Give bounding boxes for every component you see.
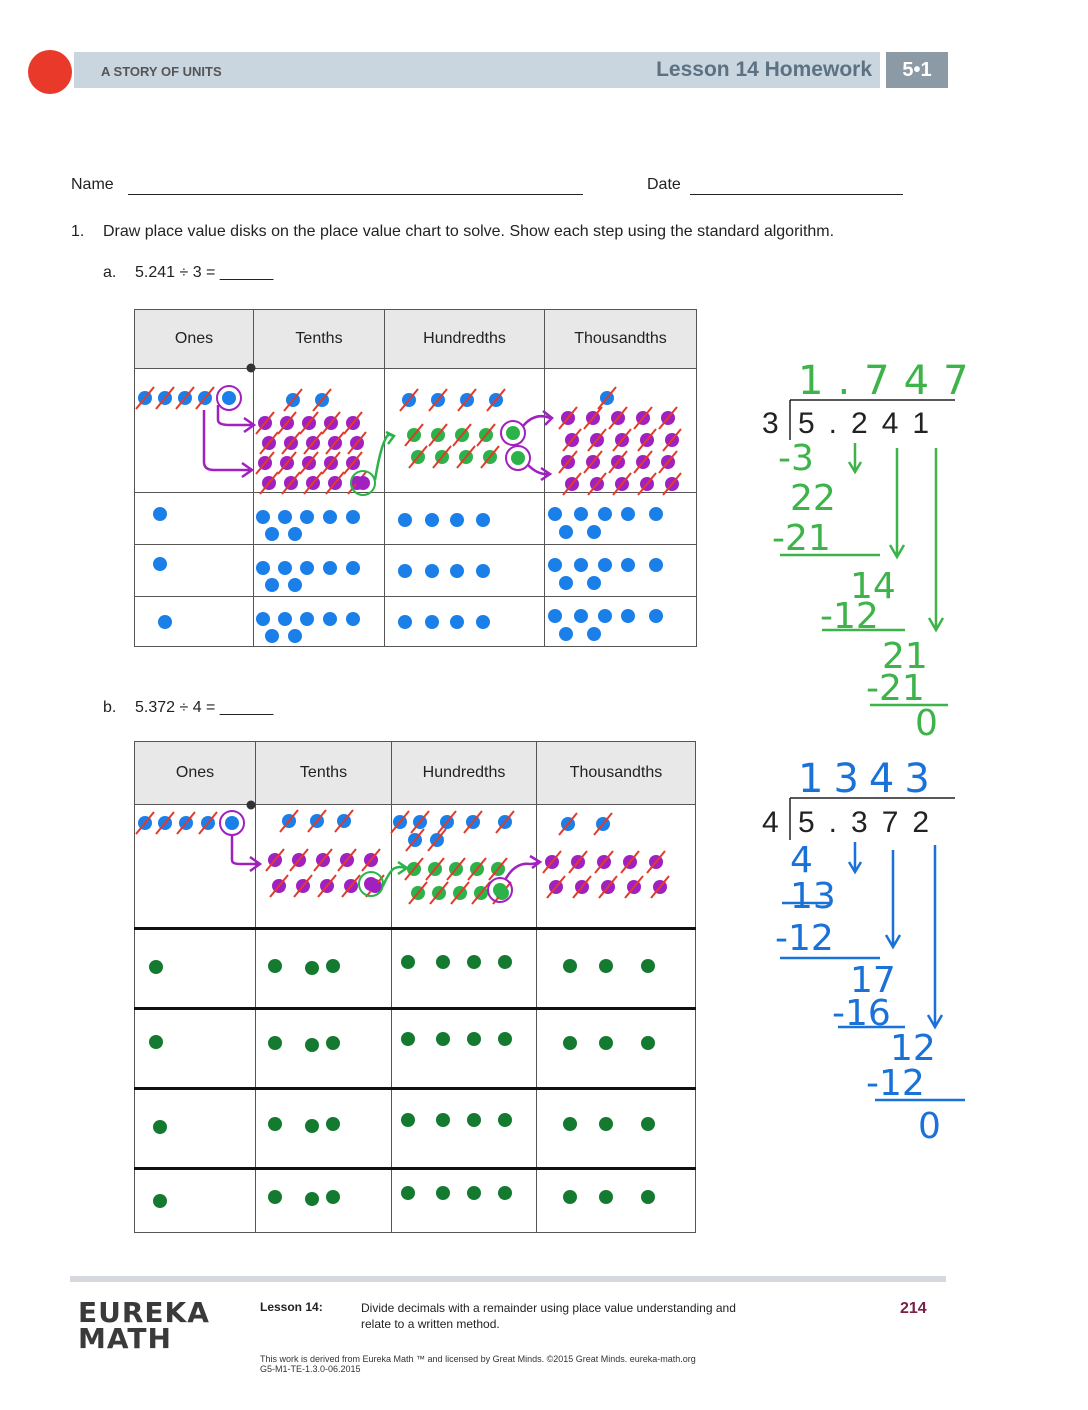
place-value-disk	[300, 561, 314, 575]
place-value-disk	[300, 612, 314, 626]
place-value-disk	[346, 561, 360, 575]
place-value-disk	[450, 615, 464, 629]
place-value-disk	[268, 959, 282, 973]
place-value-disk	[153, 507, 167, 521]
place-value-disk	[401, 1113, 415, 1127]
algorithm-step: 21	[882, 636, 928, 677]
place-value-disk	[401, 1186, 415, 1200]
place-value-disk	[288, 578, 302, 592]
place-value-disk	[598, 507, 612, 521]
place-value-disk	[268, 1036, 282, 1050]
footer-description: Divide decimals with a remainder using place value understanding and relate to a written method.	[361, 1301, 736, 1331]
regroup-arrows	[204, 405, 552, 886]
place-value-disk	[621, 609, 635, 623]
place-value-disk	[305, 961, 319, 975]
place-value-disk	[599, 959, 613, 973]
place-value-disk	[436, 1113, 450, 1127]
regroup-arrow-icon	[505, 856, 540, 880]
quotient-b: 1343	[798, 756, 940, 802]
place-value-disk	[398, 513, 412, 527]
algorithm-step: -12	[866, 1063, 925, 1104]
regroup-arrow-icon	[383, 862, 407, 886]
place-value-disk	[401, 955, 415, 969]
place-value-disk	[326, 1190, 340, 1204]
place-value-disk	[511, 451, 525, 465]
place-value-disk	[574, 558, 588, 572]
place-value-disk	[288, 629, 302, 643]
place-value-disk	[265, 629, 279, 643]
place-value-disk	[493, 883, 507, 897]
lesson-title: Lesson 14 Homework	[656, 58, 872, 81]
place-value-disk	[498, 1113, 512, 1127]
header-ones: Ones	[135, 742, 256, 805]
grade-module-badge: 5•1	[886, 52, 948, 88]
place-value-disk	[149, 960, 163, 974]
algorithm-step: -12	[820, 596, 879, 637]
algorithm-step: -16	[832, 993, 891, 1034]
algorithm-step: 14	[850, 566, 896, 607]
place-value-disk	[305, 1192, 319, 1206]
algorithm-step: 13	[790, 876, 836, 917]
place-value-disk	[425, 615, 439, 629]
place-value-disk	[476, 615, 490, 629]
place-value-disk	[288, 527, 302, 541]
place-value-disk	[305, 1038, 319, 1052]
place-value-disk	[401, 1032, 415, 1046]
place-value-disk	[158, 615, 172, 629]
header-tenths: Tenths	[256, 742, 392, 805]
place-value-disk	[222, 391, 236, 405]
decimal-point-icon	[247, 801, 256, 810]
place-value-disk	[436, 1186, 450, 1200]
place-value-disk	[587, 627, 601, 641]
place-value-disk	[436, 1032, 450, 1046]
regroup-arrow-icon	[232, 836, 260, 871]
place-value-disk	[450, 564, 464, 578]
place-value-disk	[356, 476, 370, 490]
place-value-disk	[467, 955, 481, 969]
place-value-disk	[398, 564, 412, 578]
decimal-point-icon	[247, 364, 256, 373]
place-value-disk	[641, 1036, 655, 1050]
place-value-disk	[326, 1036, 340, 1050]
place-value-disk	[346, 612, 360, 626]
place-value-disk	[599, 1190, 613, 1204]
place-value-disk	[598, 609, 612, 623]
place-value-disk	[587, 576, 601, 590]
place-value-disk	[265, 527, 279, 541]
place-value-disk	[323, 510, 337, 524]
algorithm-step: 12	[890, 1028, 936, 1069]
place-value-disk	[467, 1113, 481, 1127]
place-value-disk	[599, 1117, 613, 1131]
algorithm-step: 22	[790, 478, 836, 519]
header-thousandths: Thousandths	[537, 742, 696, 805]
place-value-disk	[305, 1119, 319, 1133]
place-value-disk	[256, 510, 270, 524]
place-value-disk	[278, 561, 292, 575]
place-value-disk	[300, 510, 314, 524]
place-value-disk	[323, 612, 337, 626]
part-a-letter: a.	[103, 264, 117, 281]
algorithm-b	[762, 756, 965, 1147]
place-value-disk	[559, 627, 573, 641]
question-number: 1.	[71, 223, 85, 240]
place-value-disk	[548, 609, 562, 623]
algorithm-step: 0	[918, 1106, 941, 1147]
algorithm-step: -12	[775, 918, 834, 959]
place-value-disk	[326, 959, 340, 973]
place-value-disk	[574, 609, 588, 623]
place-value-disk	[548, 558, 562, 572]
place-value-disk	[268, 1190, 282, 1204]
question-prompt: Draw place value disks on the place value chart to solve. Show each step using the standard algorithm.	[103, 223, 835, 240]
part-b-letter: b.	[103, 699, 117, 716]
place-value-disk	[574, 507, 588, 521]
regroup-arrow-icon	[375, 432, 394, 480]
algorithm-step: -21	[772, 518, 831, 559]
algorithm-a	[762, 358, 983, 744]
place-value-disk	[256, 612, 270, 626]
page-number: 214	[900, 1300, 927, 1317]
part-a-expression: 5.241 ÷ 3 = ______	[135, 264, 274, 281]
place-value-disk	[621, 507, 635, 521]
place-value-disk	[450, 513, 464, 527]
place-value-disk	[599, 1036, 613, 1050]
place-value-disk	[467, 1186, 481, 1200]
name-label: Name	[71, 176, 114, 193]
footer-lesson-label: Lesson 14:	[260, 1300, 323, 1314]
place-value-disk	[649, 507, 663, 521]
algorithm-step: -21	[866, 668, 925, 709]
regroup-arrow-icon	[523, 411, 552, 426]
footer-divider	[70, 1276, 946, 1282]
algorithm-step: 0	[915, 703, 938, 744]
series-title: A STORY OF UNITS	[101, 64, 222, 79]
place-value-disk	[425, 513, 439, 527]
place-value-disk	[548, 507, 562, 521]
place-value-disk	[498, 1186, 512, 1200]
place-value-disk	[641, 1117, 655, 1131]
place-value-disk	[559, 525, 573, 539]
eureka-math-logo: EUREKA MATH	[78, 1296, 210, 1355]
header-hundredths: Hundredths	[385, 310, 545, 369]
algorithm-step: -3	[778, 438, 814, 479]
place-value-disk	[498, 955, 512, 969]
place-value-disk	[278, 612, 292, 626]
place-value-disk	[649, 609, 663, 623]
place-value-disk	[326, 1117, 340, 1131]
place-value-disk	[506, 426, 520, 440]
place-value-disk	[587, 525, 601, 539]
divisor-a: 3	[762, 407, 779, 440]
header-thousandths: Thousandths	[545, 310, 697, 369]
algorithm-step: 17	[850, 960, 896, 1001]
place-value-disk	[498, 1032, 512, 1046]
algorithm-step: 4	[790, 840, 813, 881]
quotient-a: 1.747	[798, 358, 983, 404]
place-value-disk	[467, 1032, 481, 1046]
dividend-b: 5.372	[798, 806, 944, 839]
place-value-disk	[598, 558, 612, 572]
place-value-disk	[425, 564, 439, 578]
place-value-disk	[265, 578, 279, 592]
place-value-disk	[149, 1035, 163, 1049]
place-value-disk	[559, 576, 573, 590]
place-value-disk	[649, 558, 663, 572]
place-value-disk	[225, 816, 239, 830]
place-value-disk	[476, 513, 490, 527]
place-value-disk	[621, 558, 635, 572]
place-value-disk	[153, 1194, 167, 1208]
place-value-disk	[278, 510, 292, 524]
header-ones: Ones	[135, 310, 254, 369]
place-value-disk	[256, 561, 270, 575]
place-value-disk	[641, 959, 655, 973]
place-value-disk	[364, 877, 378, 891]
disks-chart-a	[136, 386, 681, 643]
place-value-disk	[398, 615, 412, 629]
header-tenths: Tenths	[254, 310, 385, 369]
credit-text: This work is derived from Eureka Math ™ and licensed by Great Minds. ©2015 Great Minds. eureka-math.org G5-M1-TE-1.3.0-06.2015	[260, 1354, 696, 1374]
place-value-disk	[346, 510, 360, 524]
divisor-b: 4	[762, 806, 779, 839]
dividend-a: 5.241	[798, 407, 944, 440]
header-hundredths: Hundredths	[392, 742, 537, 805]
place-value-disk	[268, 1117, 282, 1131]
place-value-disk	[323, 561, 337, 575]
date-label: Date	[647, 176, 681, 193]
place-value-disk	[641, 1190, 655, 1204]
place-value-disk	[563, 1117, 577, 1131]
place-value-disk	[153, 557, 167, 571]
place-value-disk	[563, 1190, 577, 1204]
place-value-disk	[436, 955, 450, 969]
part-b-expression: 5.372 ÷ 4 = ______	[135, 699, 274, 716]
place-value-disk	[563, 959, 577, 973]
place-value-disk	[563, 1036, 577, 1050]
regroup-arrow-icon	[528, 465, 550, 480]
place-value-disk	[476, 564, 490, 578]
place-value-disk	[153, 1120, 167, 1134]
